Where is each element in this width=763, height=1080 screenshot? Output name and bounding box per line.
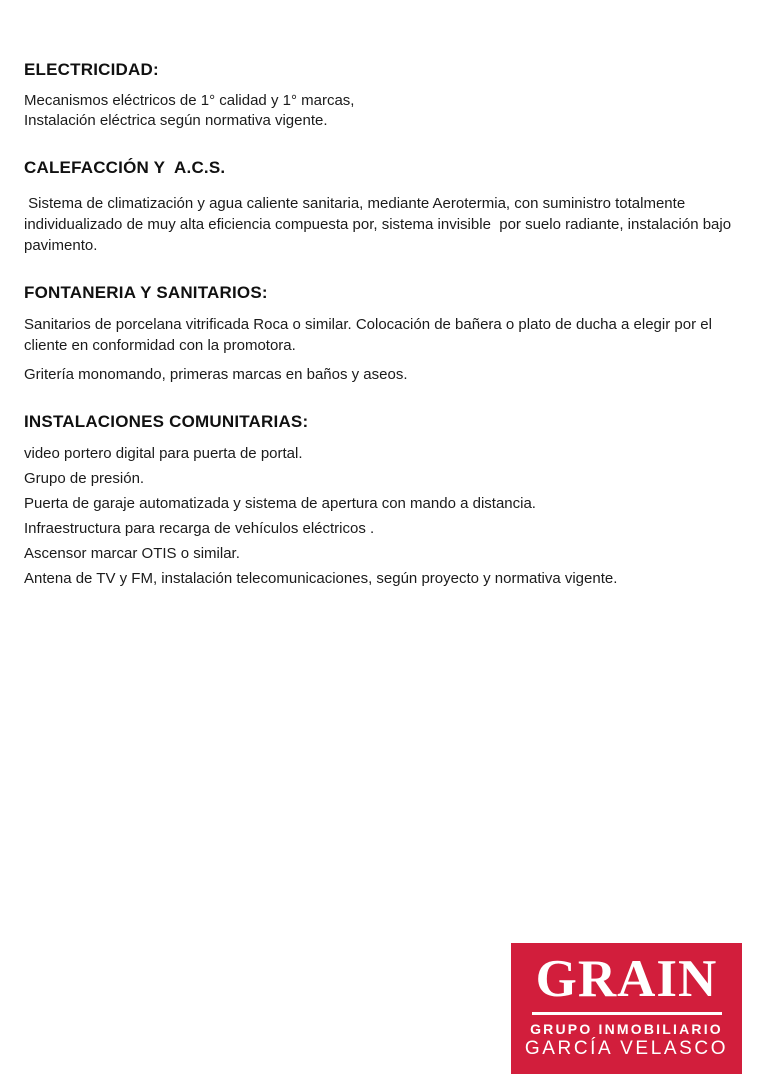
paragraph: video portero digital para puerta de portal. — [24, 445, 303, 462]
grain-logo-subtitle-grupo-inmobiliario: GRUPO INMOBILIARIO — [530, 1021, 723, 1037]
paragraph: Ascensor marcar OTIS o similar. — [24, 545, 240, 562]
paragraph: Grupo de presión. — [24, 470, 145, 487]
section-fontaneria-sanitarios — [24, 283, 736, 385]
paragraph: Infraestructura para recarga de vehículos eléctricos . — [24, 520, 375, 537]
section-instalaciones-comunitarias — [24, 412, 736, 588]
section-heading-calefaccion-acs: CALEFACCIÓN Y A.C.S. — [24, 158, 226, 177]
logo-divider-line — [532, 1012, 722, 1015]
section-heading-instalaciones-comunitarias: INSTALACIONES COMUNITARIAS: — [24, 412, 309, 431]
paragraph: Antena de TV y FM, instalación telecomunicaciones, según proyecto y normativa vigente. — [24, 570, 618, 587]
grain-logo — [511, 943, 742, 1074]
paragraph: Puerta de garaje automatizada y sistema de apertura con mando a distancia. — [24, 495, 536, 512]
grain-logo-subtitle-garcia-velasco: GARCÍA VELASCO — [524, 1038, 729, 1059]
section-heading-electricidad: ELECTRICIDAD: — [24, 60, 159, 79]
paragraph: Sistema de climatización y agua caliente sanitaria, mediante Aerotermia, con suministro totalmente individualizado de muy alta eficiencia compuesta por, sistema invisible por suelo radiante, instalación bajo pavimento. — [24, 195, 736, 254]
paragraph: Sanitarios de porcelana vitrificada Roca o similar. Colocación de bañera o plato de ducha a elegir por el cliente en conformidad con la promotora. — [24, 316, 717, 354]
grain-logo-brand-text: GRAIN — [535, 950, 718, 1008]
paragraph: Instalación eléctrica según normativa vigente. — [24, 112, 328, 129]
section-calefaccion-acs — [24, 158, 736, 256]
paragraph: Gritería monomando, primeras marcas en baños y aseos. — [24, 366, 408, 383]
document-content — [24, 60, 736, 615]
section-heading-fontaneria-sanitarios: FONTANERIA Y SANITARIOS: — [24, 283, 268, 302]
section-electricidad — [24, 60, 736, 131]
paragraph: Mecanismos eléctricos de 1° calidad y 1° marcas, — [24, 92, 355, 109]
